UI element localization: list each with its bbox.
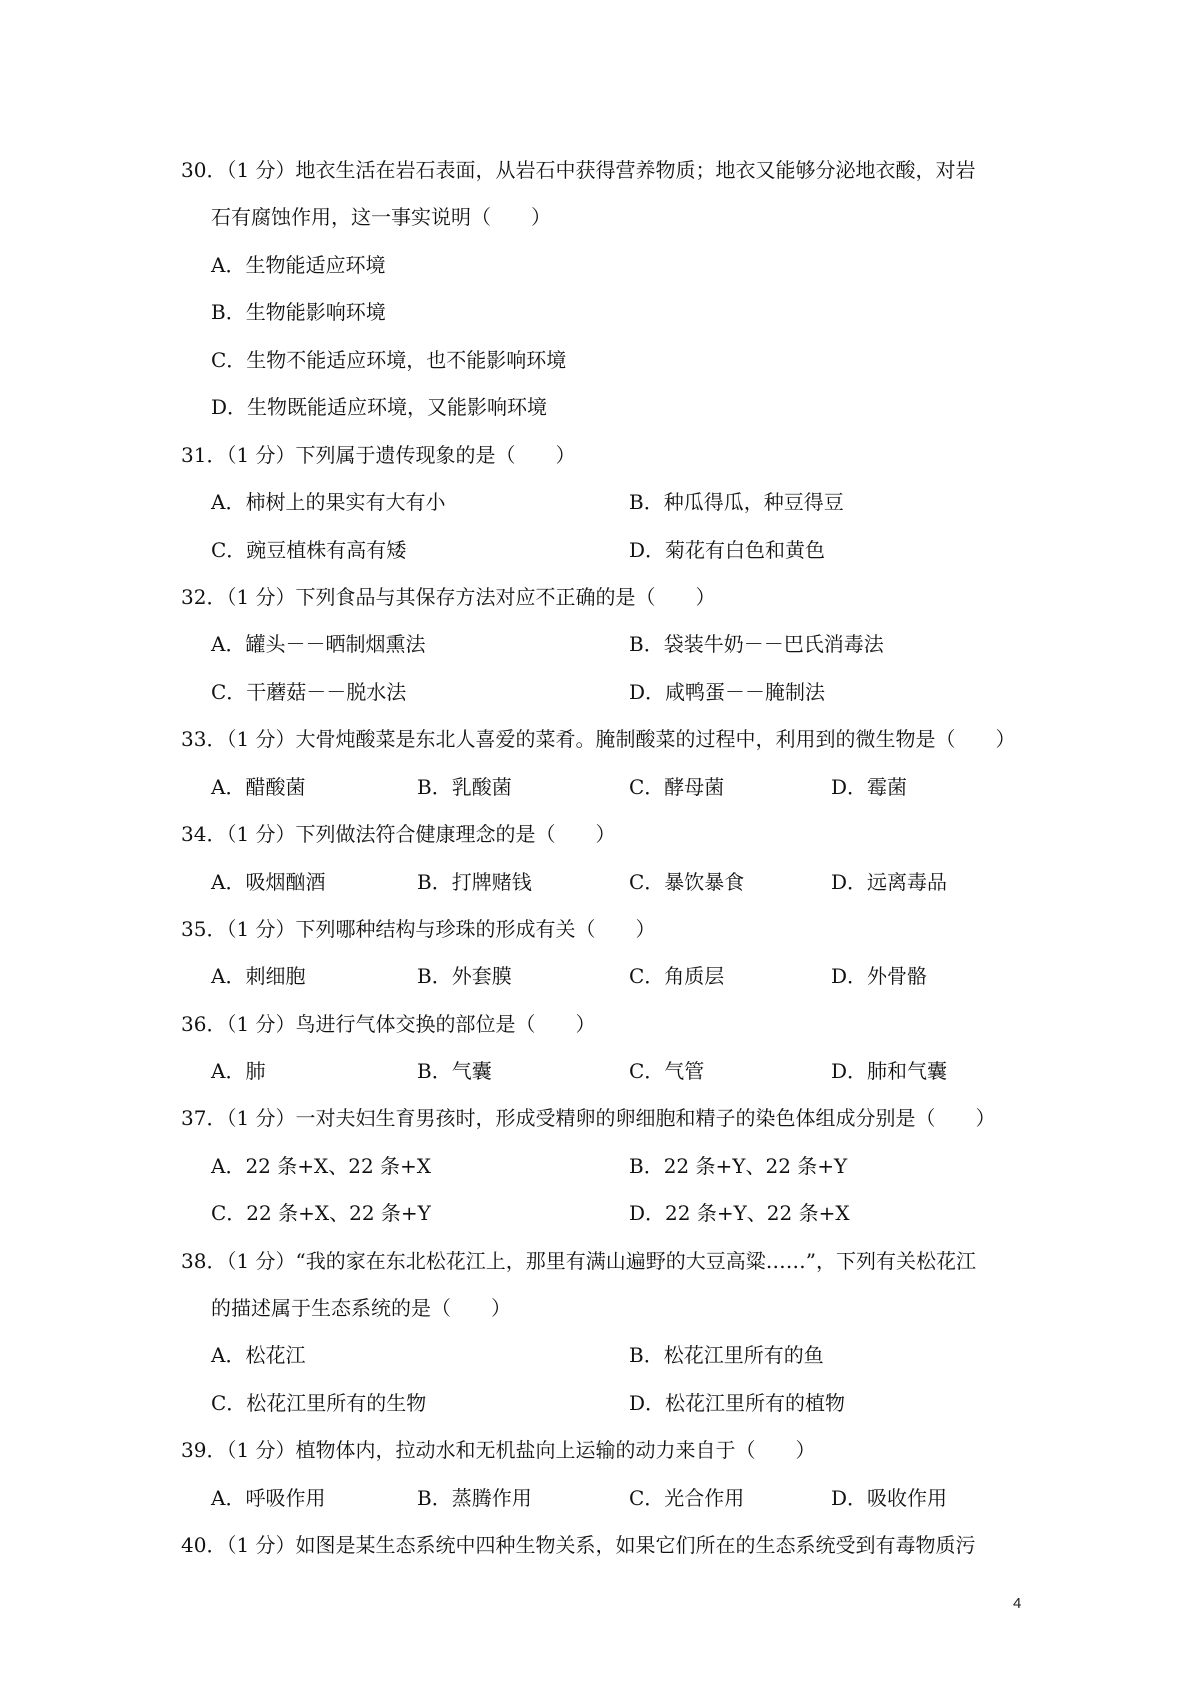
question-32-option-c: C．干蘑菇－－脱水法 xyxy=(211,680,407,704)
question-31-option-d: D．菊花有白色和黄色 xyxy=(629,538,826,562)
question-32-option-a: A．罐头－－晒制烟熏法 xyxy=(211,632,426,656)
question-36-option-d: D．肺和气囊 xyxy=(831,1059,948,1083)
question-38-option-c: C．松花江里所有的生物 xyxy=(211,1391,427,1415)
question-37-option-b: B．22 条+Y、22 条+Y xyxy=(629,1154,848,1178)
question-37-option-a: A．22 条+X、22 条+X xyxy=(211,1154,432,1178)
question-39-stem: 39．（1 分）植物体内，拉动水和无机盐向上运输的动力来自于（ ） xyxy=(181,1438,816,1462)
question-34-stem: 34．（1 分）下列做法符合健康理念的是（ ） xyxy=(181,822,616,846)
question-30-option-d: D．生物既能适应环境，又能影响环境 xyxy=(211,395,548,419)
question-31-option-b: B．种瓜得瓜，种豆得豆 xyxy=(629,490,844,514)
question-34-option-b: B．打牌赌钱 xyxy=(417,870,532,894)
question-36-stem: 36．（1 分）鸟进行气体交换的部位是（ ） xyxy=(181,1012,596,1036)
question-33-option-b: B．乳酸菌 xyxy=(417,775,512,799)
question-34-option-a: A．吸烟酗酒 xyxy=(211,870,326,894)
question-30-stem-line-2: 石有腐蚀作用，这一事实说明（ ） xyxy=(211,205,551,229)
page-number: 4 xyxy=(1013,1595,1022,1612)
question-35-option-b: B．外套膜 xyxy=(417,964,512,988)
question-38-option-a: A．松花江 xyxy=(211,1343,306,1367)
question-36-option-c: C．气管 xyxy=(629,1059,705,1083)
question-38-option-b: B．松花江里所有的鱼 xyxy=(629,1343,824,1367)
question-33-option-d: D．霉菌 xyxy=(831,775,908,799)
question-36-option-b: B．气囊 xyxy=(417,1059,492,1083)
question-35-option-d: D．外骨骼 xyxy=(831,964,928,988)
question-38-stem-line-2: 的描述属于生态系统的是（ ） xyxy=(211,1296,511,1320)
question-32-option-d: D．咸鸭蛋－－腌制法 xyxy=(629,680,826,704)
question-30-stem-line-1: 30．（1 分）地衣生活在岩石表面，从岩石中获得营养物质；地衣又能够分泌地衣酸，对岩 xyxy=(181,158,976,182)
question-38-stem-line-1: 38．（1 分）“我的家在东北松花江上，那里有满山遍野的大豆高粱……”，下列有关松花江 xyxy=(181,1249,976,1273)
question-35-option-c: C．角质层 xyxy=(629,964,725,988)
question-36-option-a: A．肺 xyxy=(211,1059,266,1083)
question-30-option-b: B．生物能影响环境 xyxy=(211,300,386,324)
question-34-option-c: C．暴饮暴食 xyxy=(629,870,745,894)
question-37-option-d: D．22 条+Y、22 条+X xyxy=(629,1201,850,1225)
question-39-option-a: A．呼吸作用 xyxy=(211,1486,326,1510)
question-32-stem: 32．（1 分）下列食品与其保存方法对应不正确的是（ ） xyxy=(181,585,716,609)
question-35-option-a: A．刺细胞 xyxy=(211,964,306,988)
question-33-option-c: C．酵母菌 xyxy=(629,775,725,799)
question-30-option-a: A．生物能适应环境 xyxy=(211,253,386,277)
question-37-option-c: C．22 条+X、22 条+Y xyxy=(211,1201,431,1225)
question-39-option-d: D．吸收作用 xyxy=(831,1486,948,1510)
question-31-option-a: A．柿树上的果实有大有小 xyxy=(211,490,446,514)
question-31-stem: 31．（1 分）下列属于遗传现象的是（ ） xyxy=(181,443,576,467)
question-33-option-a: A．醋酸菌 xyxy=(211,775,306,799)
question-38-option-d: D．松花江里所有的植物 xyxy=(629,1391,846,1415)
question-35-stem: 35．（1 分）下列哪种结构与珍珠的形成有关（ ） xyxy=(181,917,656,941)
question-39-option-c: C．光合作用 xyxy=(629,1486,745,1510)
question-33-stem: 33．（1 分）大骨炖酸菜是东北人喜爱的菜肴。腌制酸菜的过程中，利用到的微生物是（ ） xyxy=(181,727,1016,751)
question-34-option-d: D．远离毒品 xyxy=(831,870,948,894)
question-39-option-b: B．蒸腾作用 xyxy=(417,1486,532,1510)
question-31-option-c: C．豌豆植株有高有矮 xyxy=(211,538,407,562)
question-32-option-b: B．袋装牛奶－－巴氏消毒法 xyxy=(629,632,884,656)
question-40-stem: 40．（1 分）如图是某生态系统中四种生物关系，如果它们所在的生态系统受到有毒物质污 xyxy=(181,1533,976,1557)
question-30-option-c: C．生物不能适应环境，也不能影响环境 xyxy=(211,348,567,372)
question-37-stem: 37．（1 分）一对夫妇生育男孩时，形成受精卵的卵细胞和精子的染色体组成分别是（ ） xyxy=(181,1106,996,1130)
